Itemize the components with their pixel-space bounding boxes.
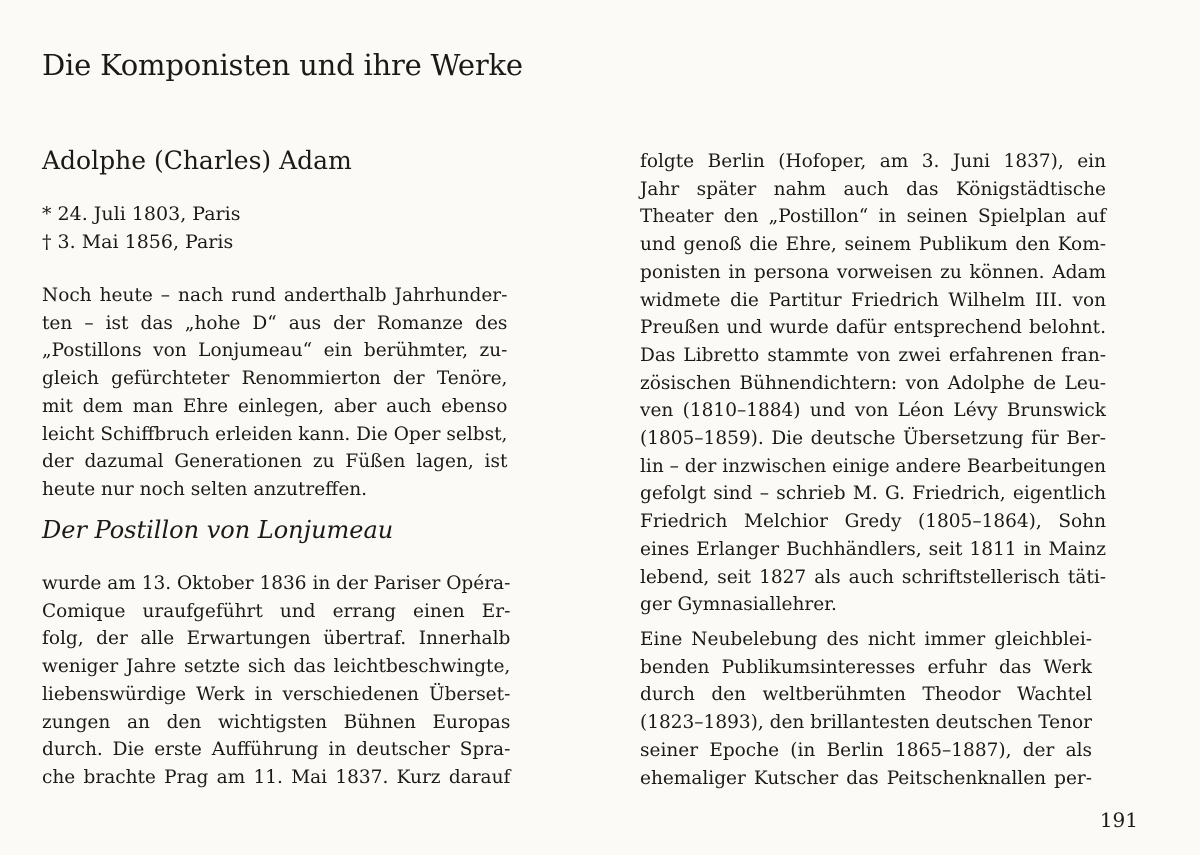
page-number: 191 — [1099, 808, 1138, 832]
text-line: gefolgt sind – schrieb M. G. Friedrich, eigentlich — [640, 483, 1106, 505]
page-header-title: Die Komponisten und ihre Werke — [42, 48, 523, 82]
text-line: ger Gymnasiallehrer. — [640, 594, 837, 616]
text-line: leicht Schiffbruch erleiden kann. Die Oper selbst, — [42, 423, 508, 445]
text-line: „Postillons von Lonjumeau“ ein berühmter, zu- — [42, 340, 508, 362]
text-line: seiner Epoche (in Berlin 1865–1887), der als — [640, 739, 1093, 761]
life-dates — [42, 200, 240, 256]
death-date: † 3. Mai 1856, Paris — [42, 231, 234, 253]
text-line: weniger Jahre setzte sich das leichtbeschwingte, — [42, 656, 511, 678]
text-line: folgte Berlin (Hofoper, am 3. Juni 1837), ein — [640, 151, 1106, 172]
text-line: ten – ist das „hohe D“ aus der Romanze des — [42, 312, 508, 334]
text-line: (1805–1859). Die deutsche Übersetzung für Ber- — [640, 428, 1106, 450]
text-line: Noch heute – nach rund anderthalb Jahrhunder- — [42, 285, 508, 306]
text-line: ven (1810–1884) und von Léon Lévy Brunswick — [640, 400, 1106, 422]
text-line: benden Publikumsinteresses erfuhr das Werk — [640, 656, 1093, 678]
text-line: Das Libretto stammte von zwei erfahrenen fran- — [640, 344, 1106, 366]
text-line: durch. Die erste Aufführung in deutscher Spra- — [42, 739, 511, 761]
text-line: eines Erlanger Buchhändlers, seit 1811 in Mainz — [640, 538, 1106, 560]
text-line: zösischen Bühnendichtern: von Adolphe de Leu- — [640, 372, 1106, 394]
text-line: liebenswürdige Werk in verschiedenen Überset- — [42, 683, 511, 705]
text-line: Eine Neubelebung des nicht immer gleichblei- — [640, 629, 1093, 650]
revival-paragraph — [640, 626, 1092, 792]
intro-paragraph — [42, 282, 507, 504]
text-line: widmete die Partitur Friedrich Wilhelm III. von — [640, 289, 1106, 311]
text-line: Theater den „Postillon“ in seinen Spielplan auf — [640, 206, 1106, 228]
text-line: Preußen und wurde dafür entsprechend belohnt. — [640, 317, 1106, 339]
text-line: gleich gefürchteter Renommierton der Tenöre, — [42, 368, 508, 390]
text-line: lebend, seit 1827 als auch schriftstellerisch täti- — [640, 566, 1106, 588]
text-line: zungen an den wichtigsten Bühnen Europas — [42, 711, 511, 733]
text-line: Jahr später nahm auch das Königstädtische — [640, 178, 1106, 200]
text-line: mit dem man Ehre einlegen, aber auch ebenso — [42, 395, 508, 417]
text-line: und genoß die Ehre, seinem Publikum den Kom- — [640, 234, 1106, 256]
premiere-paragraph — [42, 570, 510, 792]
text-line: lin – der inzwischen einige andere Bearbeitungen — [640, 455, 1106, 477]
birth-date: * 24. Juli 1803, Paris — [42, 203, 241, 225]
text-line: der dazumal Generationen zu Füßen lagen, ist — [42, 451, 508, 473]
text-line: Friedrich Melchior Gredy (1805–1864), Sohn — [640, 511, 1106, 533]
text-line: ehemaliger Kutscher das Peitschenknallen per- — [640, 767, 1093, 789]
text-line: folg, der alle Erwartungen übertraf. Innerhalb — [42, 628, 511, 650]
text-line: heute nur noch selten anzutreffen. — [42, 478, 368, 500]
text-line: wurde am 13. Oktober 1836 in der Pariser Opéra- — [42, 573, 511, 594]
text-line: ponisten in persona vorweisen zu können. Adam — [640, 261, 1106, 283]
opera-title: Der Postillon von Lonjumeau — [42, 516, 394, 544]
text-line: (1823–1893), den brillantesten deutschen Tenor — [640, 712, 1093, 734]
text-line: che brachte Prag am 11. Mai 1837. Kurz darauf — [42, 766, 511, 788]
composer-name: Adolphe (Charles) Adam — [42, 146, 352, 175]
continuation-paragraph — [640, 148, 1106, 619]
text-line: durch den weltberühmten Theodor Wachtel — [640, 684, 1093, 706]
text-line: Comique uraufgeführt und errang einen Er- — [42, 600, 511, 622]
